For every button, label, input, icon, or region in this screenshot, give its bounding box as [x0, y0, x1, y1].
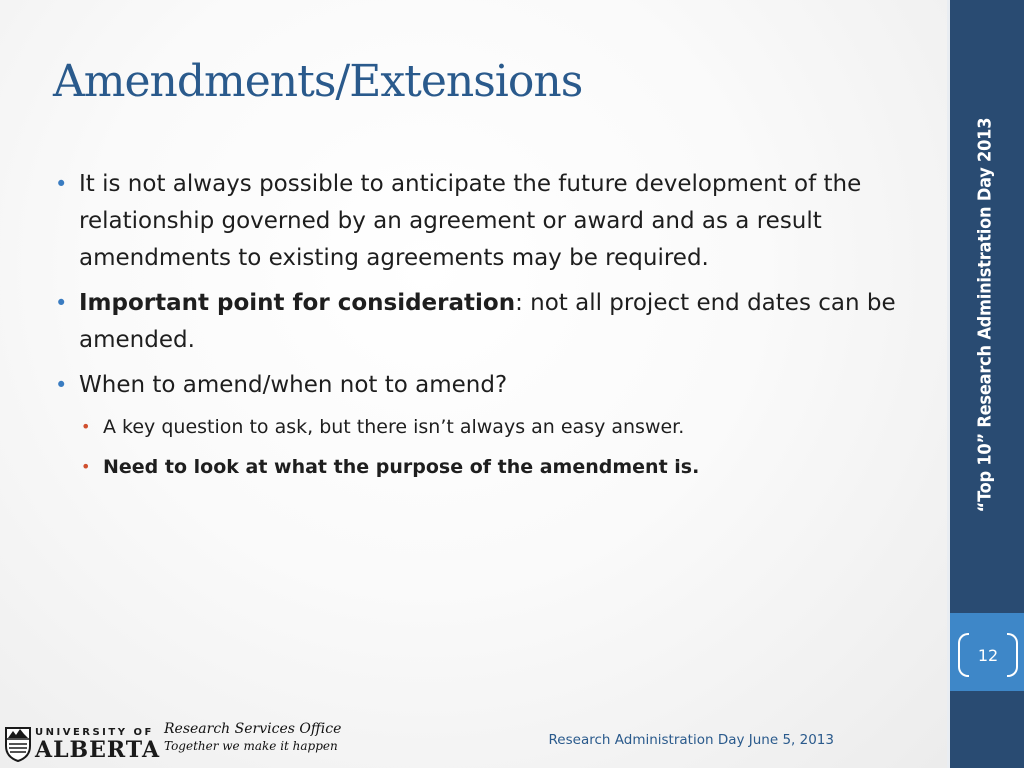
logo-alberta: ALBERTA: [35, 736, 161, 763]
bullet-text: When to amend/when not to amend?: [79, 372, 508, 398]
bullet-item: [55, 285, 905, 359]
right-bracket-icon: [1007, 633, 1018, 677]
slide-title: Amendments/Extensions: [53, 56, 583, 107]
sub-bullet-dot-icon: •: [81, 457, 91, 476]
bullet-bold-lead: Important point for consideration: [79, 290, 516, 316]
office-tagline: Together we make it happen: [164, 739, 338, 753]
bullet-item: [55, 166, 905, 277]
page-number-value: 12: [977, 645, 999, 665]
page-number: [958, 633, 1018, 677]
sub-bullet-item: [55, 412, 905, 442]
sub-bullet-dot-icon: •: [81, 417, 91, 436]
footer-event-date: Research Administration Day June 5, 2013: [548, 732, 834, 748]
bullet-dot-icon: •: [55, 172, 68, 196]
sub-bullet-bold-text: Need to look at what the purpose of the amendment is.: [103, 456, 700, 478]
bullet-text: : not all project end dates can be amended.: [79, 290, 896, 353]
bullet-list: [55, 166, 905, 492]
bullet-item: [55, 367, 905, 404]
left-bracket-icon: [958, 633, 969, 677]
bullet-dot-icon: •: [55, 373, 68, 397]
sidebar-vertical-title: “Top 10” Research Administration Day 2013: [974, 117, 996, 513]
crest-icon: [5, 726, 31, 762]
bullet-dot-icon: •: [55, 291, 68, 315]
office-name: Research Services Office: [164, 721, 342, 737]
logo-university-of: UNIVERSITY OF: [35, 726, 154, 738]
sub-bullet-text: A key question to ask, but there isn’t always an easy answer.: [103, 416, 685, 438]
university-logo: [5, 724, 160, 764]
sub-bullet-item: [55, 452, 905, 482]
bullet-text: It is not always possible to anticipate the future development of the relationship governed by an agreement or award and as a result amendments to existing agreements may be required.: [79, 171, 862, 271]
office-block: [164, 721, 341, 753]
